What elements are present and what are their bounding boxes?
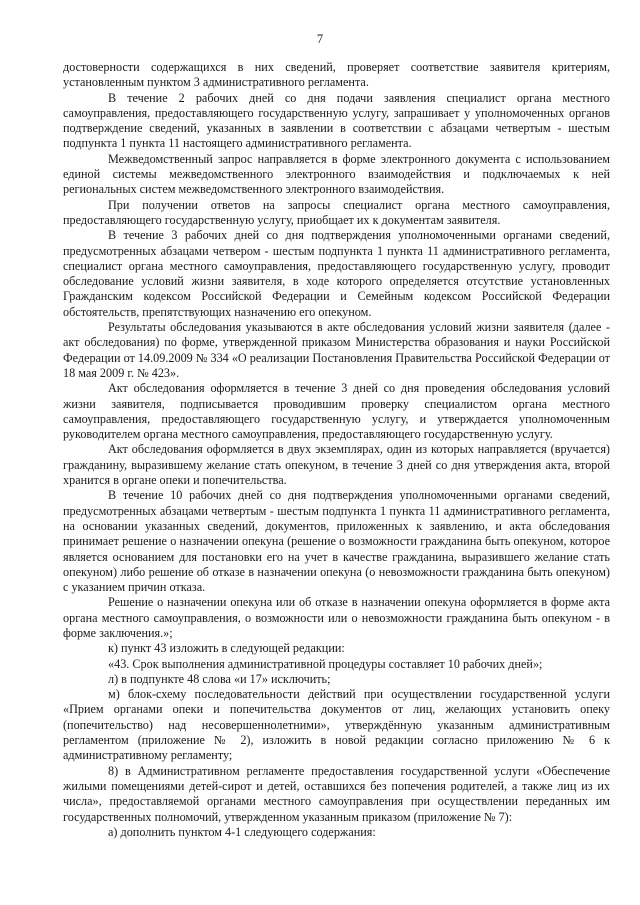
paragraph: Решение о назначении опекуна или об отказе в назначении опекуна оформляется в форме акта органа местного самоуправления, о возможности или о невозможности гражданина быть опекуном - в форме заключения.»; (63, 595, 610, 640)
paragraph: В течение 10 рабочих дней со дня подтверждения уполномоченными органами сведений, предусмотренных абзацами четвертым - шестым подпункта 1 пункта 11 административного регламента, на основании указанных сведений, документов, приложенных к заявлению, и акта обследования принимает решение о назначении опекуна (решение о возможности гражданина быть опекуном, которое является основанием для постановки его на учет в качестве гражданина, выразившего желание стать опекуном) либо решение об отказе в назначении опекуна (о невозможности гражданина быть опекуном) с указанием причин отказа. (63, 488, 610, 595)
paragraph: «43. Срок выполнения административной процедуры составляет 10 рабочих дней»; (108, 656, 543, 671)
paragraph: Акт обследования оформляется в двух экземплярах, один из которых направляется (вручается) гражданину, выразившему желание стать опекуном, в течение 3 дней со дня утверждения акта, второй хранится в органе опеки и попечительства. (63, 442, 610, 488)
paragraph: При получении ответов на запросы специалист органа местного самоуправления, предоставляющего государственную услугу, приобщает их к документам заявителя. (63, 197, 610, 227)
paragraph: л) в подпункте 48 слова «и 17» исключить; (108, 671, 331, 686)
paragraph: м) блок-схему последовательности действий при осуществлении государственной услуги «Прием органами опеки и попечительства документов от лиц, желающих установить опеку (попечительство) над несовершеннолетними», утверждённую указанным административным регламентом (приложение № 2), изложить в новой редакции согласно приложению № 6 к административному регламенту; (63, 687, 610, 763)
paragraph: Результаты обследования указываются в акте обследования условий жизни заявителя (далее - акт обследования) по форме, утвержденной приказом Министерства образования и науки Российской Федерации от 14.09.2009 № 334 «О реализации Постановления Правительства Российской Федерации от 18 мая 2009 г. № 423». (63, 320, 610, 380)
paragraph: В течение 3 рабочих дней со дня подтверждения уполномоченными органами сведений, предусмотренных абзацами четвером - шестым подпункта 1 пункта 11 административного регламента, специалист органа местного самоуправления, предоставляющего государственную услугу, проводит обследование условий жизни заявителя, в ходе которого определяется отсутствие установленных Гражданским кодексом Российской Федерации и Семейным кодексом Российской Федерации обстоятельств, препятствующих назначению его опекуном. (63, 228, 610, 319)
page-number: 7 (316, 32, 324, 46)
paragraph: В течение 2 рабочих дней со дня подачи заявления специалист органа местного самоуправления, предоставляющего государственную услугу, запрашивает у уполномоченных органов подтверждение сведений, указанных в заявлении в соответствии с абзацами четвертым - шестым подпункта 1 пункта 11 настоящего административного регламента. (63, 90, 610, 151)
paragraph: 8) в Административном регламенте предоставления государственной услуги «Обеспечение жилыми помещениями детей-сирот и детей, оставшихся без попечения родителей, а также лиц из их числа», предоставляемой органами местного самоуправления при осуществлении переданных им государственных полномочий, утвержденном указанным приказом (приложение № 7): (63, 763, 610, 824)
paragraph: Акт обследования оформляется в течение 3 дней со дня проведения обследования условий жизни заявителя, подписывается проводившим проверку специалистом органа местного самоуправления, предоставляющего государственную услугу, и утверждается уполномоченным руководителем органа местного самоуправления, предоставляющего государственную услугу. (63, 381, 610, 442)
paragraph: достоверности содержащихся в них сведений, проверяет соответствие заявителя критериям, установленным пунктом 3 административного регламента. (63, 60, 610, 90)
paragraph: а) дополнить пунктом 4-1 следующего содержания: (108, 824, 376, 839)
paragraph: Межведомственный запрос направляется в форме электронного документа с использованием единой системы межведомственного электронного взаимодействия и подключаемых к ней региональных систем межведомственного электронного взаимодействия. (63, 151, 610, 197)
paragraph: к) пункт 43 изложить в следующей редакции: (108, 641, 345, 656)
document-body (63, 60, 610, 840)
